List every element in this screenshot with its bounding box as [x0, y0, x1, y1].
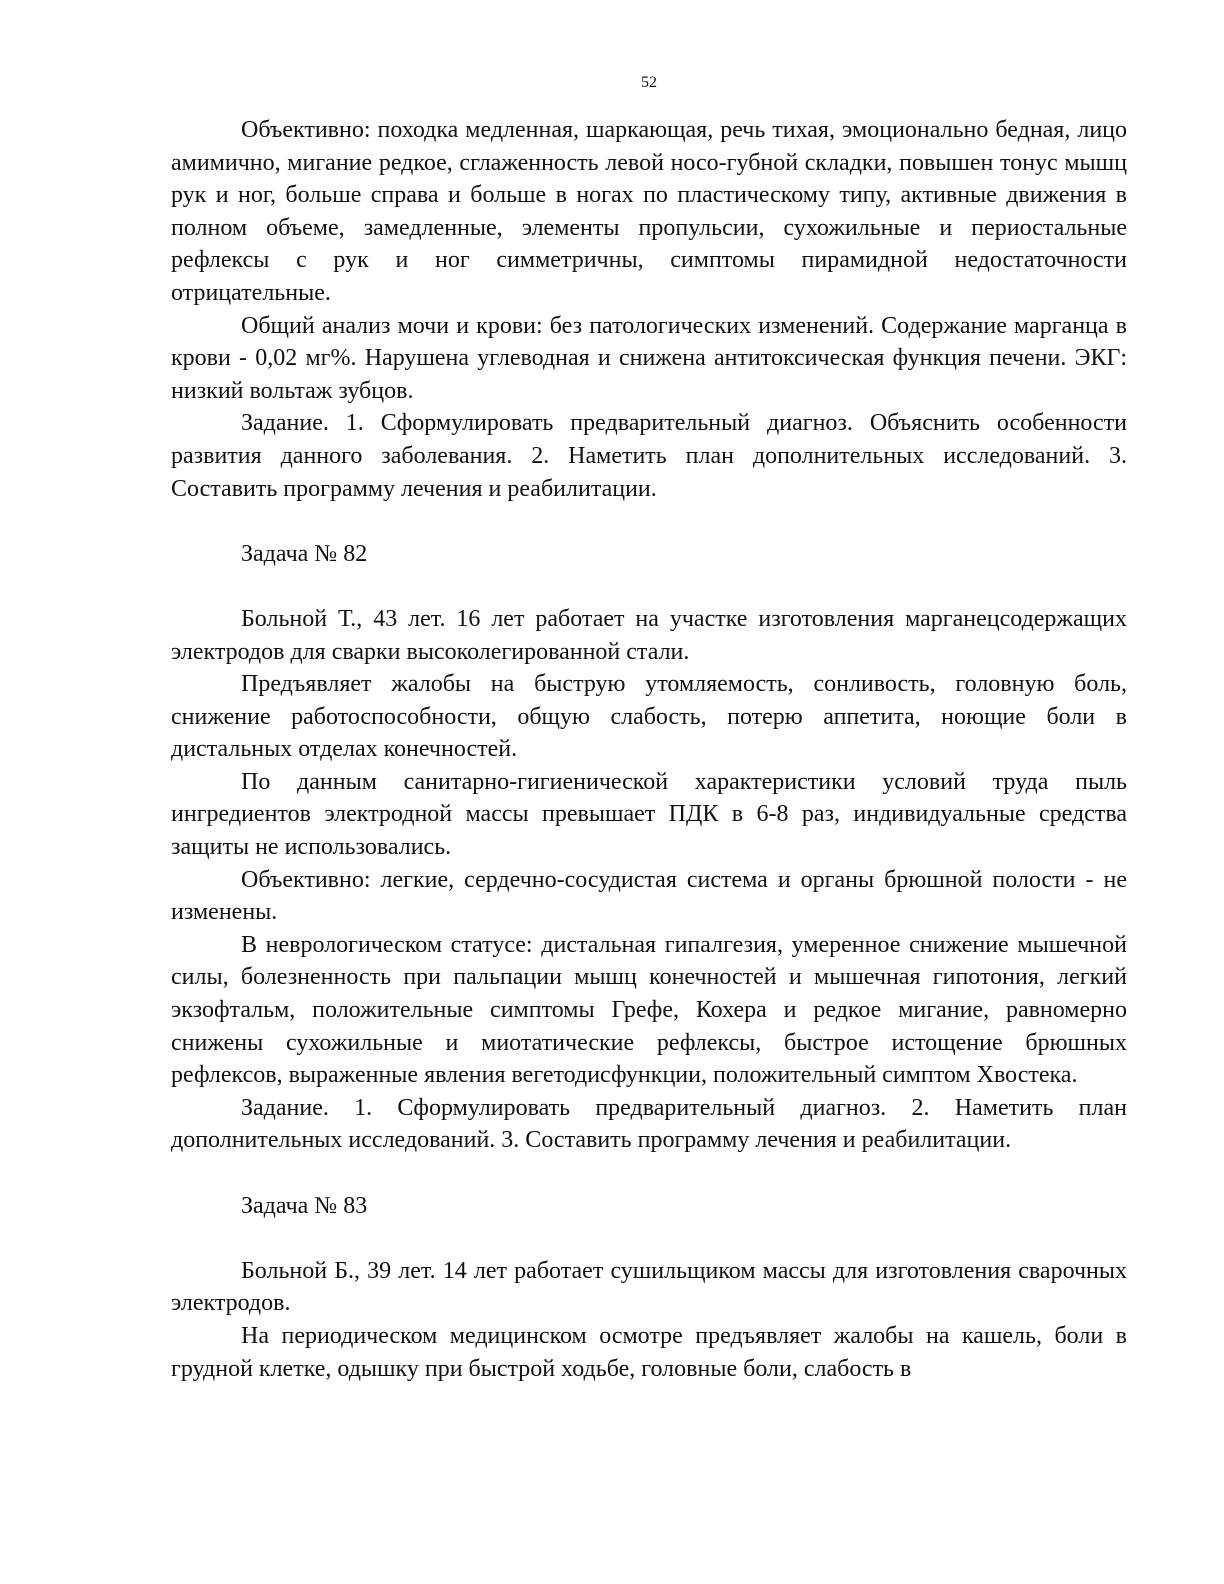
task-83-title: Задача № 83	[241, 1192, 368, 1219]
paragraph: Задание. 1. Сформулировать предварительный диагноз. 2. Наметить план дополнительных исследований. 3. Составить программу лечения и реабилитации.	[171, 1094, 1127, 1154]
paragraph: Объективно: походка медленная, шаркающая, речь тихая, эмоционально бедная, лицо амимично, мигание редкое, сглаженность левой носо-губной складки, повышен тонус мышц рук и ног, больше справа и больше в ногах по пластическому типу, активные движения в полном объеме, замедленные, элементы пропульсии, сухожильные и периостальные рефлексы с рук и ног симметричны, симптомы пирамидной недостаточности отрицательные.	[171, 117, 1127, 306]
paragraph: В неврологическом статусе: дистальная гипалгезия, умеренное снижение мышечной силы, болезненность при пальпации мышц конечностей и мышечная гипотония, легкий экзофтальм, положительные симптомы Грефе, Кохера и редкое мигание, равномерно снижены сухожильные и миотатические рефлексы, быстрое истощение брюшных рефлексов, выраженные явления вегетодисфункции, положительный симптом Хвостека.	[171, 931, 1127, 1089]
spacer	[171, 570, 1127, 603]
paragraph: Больной Б., 39 лет. 14 лет работает сушильщиком массы для изготовления сварочных электродов.	[171, 1257, 1127, 1317]
paragraph: Общий анализ мочи и крови: без патологических изменений. Содержание марганца в крови - 0,02 мг%. Нарушена углеводная и снижена антитоксическая функция печени. ЭКГ: низкий вольтаж зубцов.	[171, 312, 1127, 404]
paragraph: Объективно: легкие, сердечно-сосудистая система и органы брюшной полости - не изменены.	[171, 866, 1127, 926]
paragraph: Задание. 1. Сформулировать предварительный диагноз. Объяснить особенности развития данного заболевания. 2. Наметить план дополнительных исследований. 3. Составить программу лечения и реабилитации.	[171, 410, 1127, 502]
paragraph: Больной Т., 43 лет. 16 лет работает на участке изготовления марганецсодержащих электродов для сварки высоколегированной стали.	[171, 605, 1127, 665]
spacer	[171, 1222, 1127, 1255]
page-number: 52	[641, 74, 657, 91]
spacer	[171, 505, 1127, 538]
paragraph: На периодическом медицинском осмотре предъявляет жалобы на кашель, боли в грудной клетке, одышку при быстрой ходьбе, головные боли, слабость в	[171, 1322, 1127, 1382]
spacer	[171, 1157, 1127, 1190]
paragraph: Предъявляет жалобы на быструю утомляемость, сонливость, головную боль, снижение работоспособности, общую слабость, потерю аппетита, ноющие боли в дистальных отделах конечностей.	[171, 671, 1127, 763]
page-body	[171, 114, 1127, 1385]
task-82-title: Задача № 82	[241, 540, 368, 567]
paragraph: По данным санитарно-гигиенической характеристики условий труда пыль ингредиентов электродной массы превышает ПДК в 6-8 раз, индивидуальные средства защиты не использовались.	[171, 768, 1127, 861]
